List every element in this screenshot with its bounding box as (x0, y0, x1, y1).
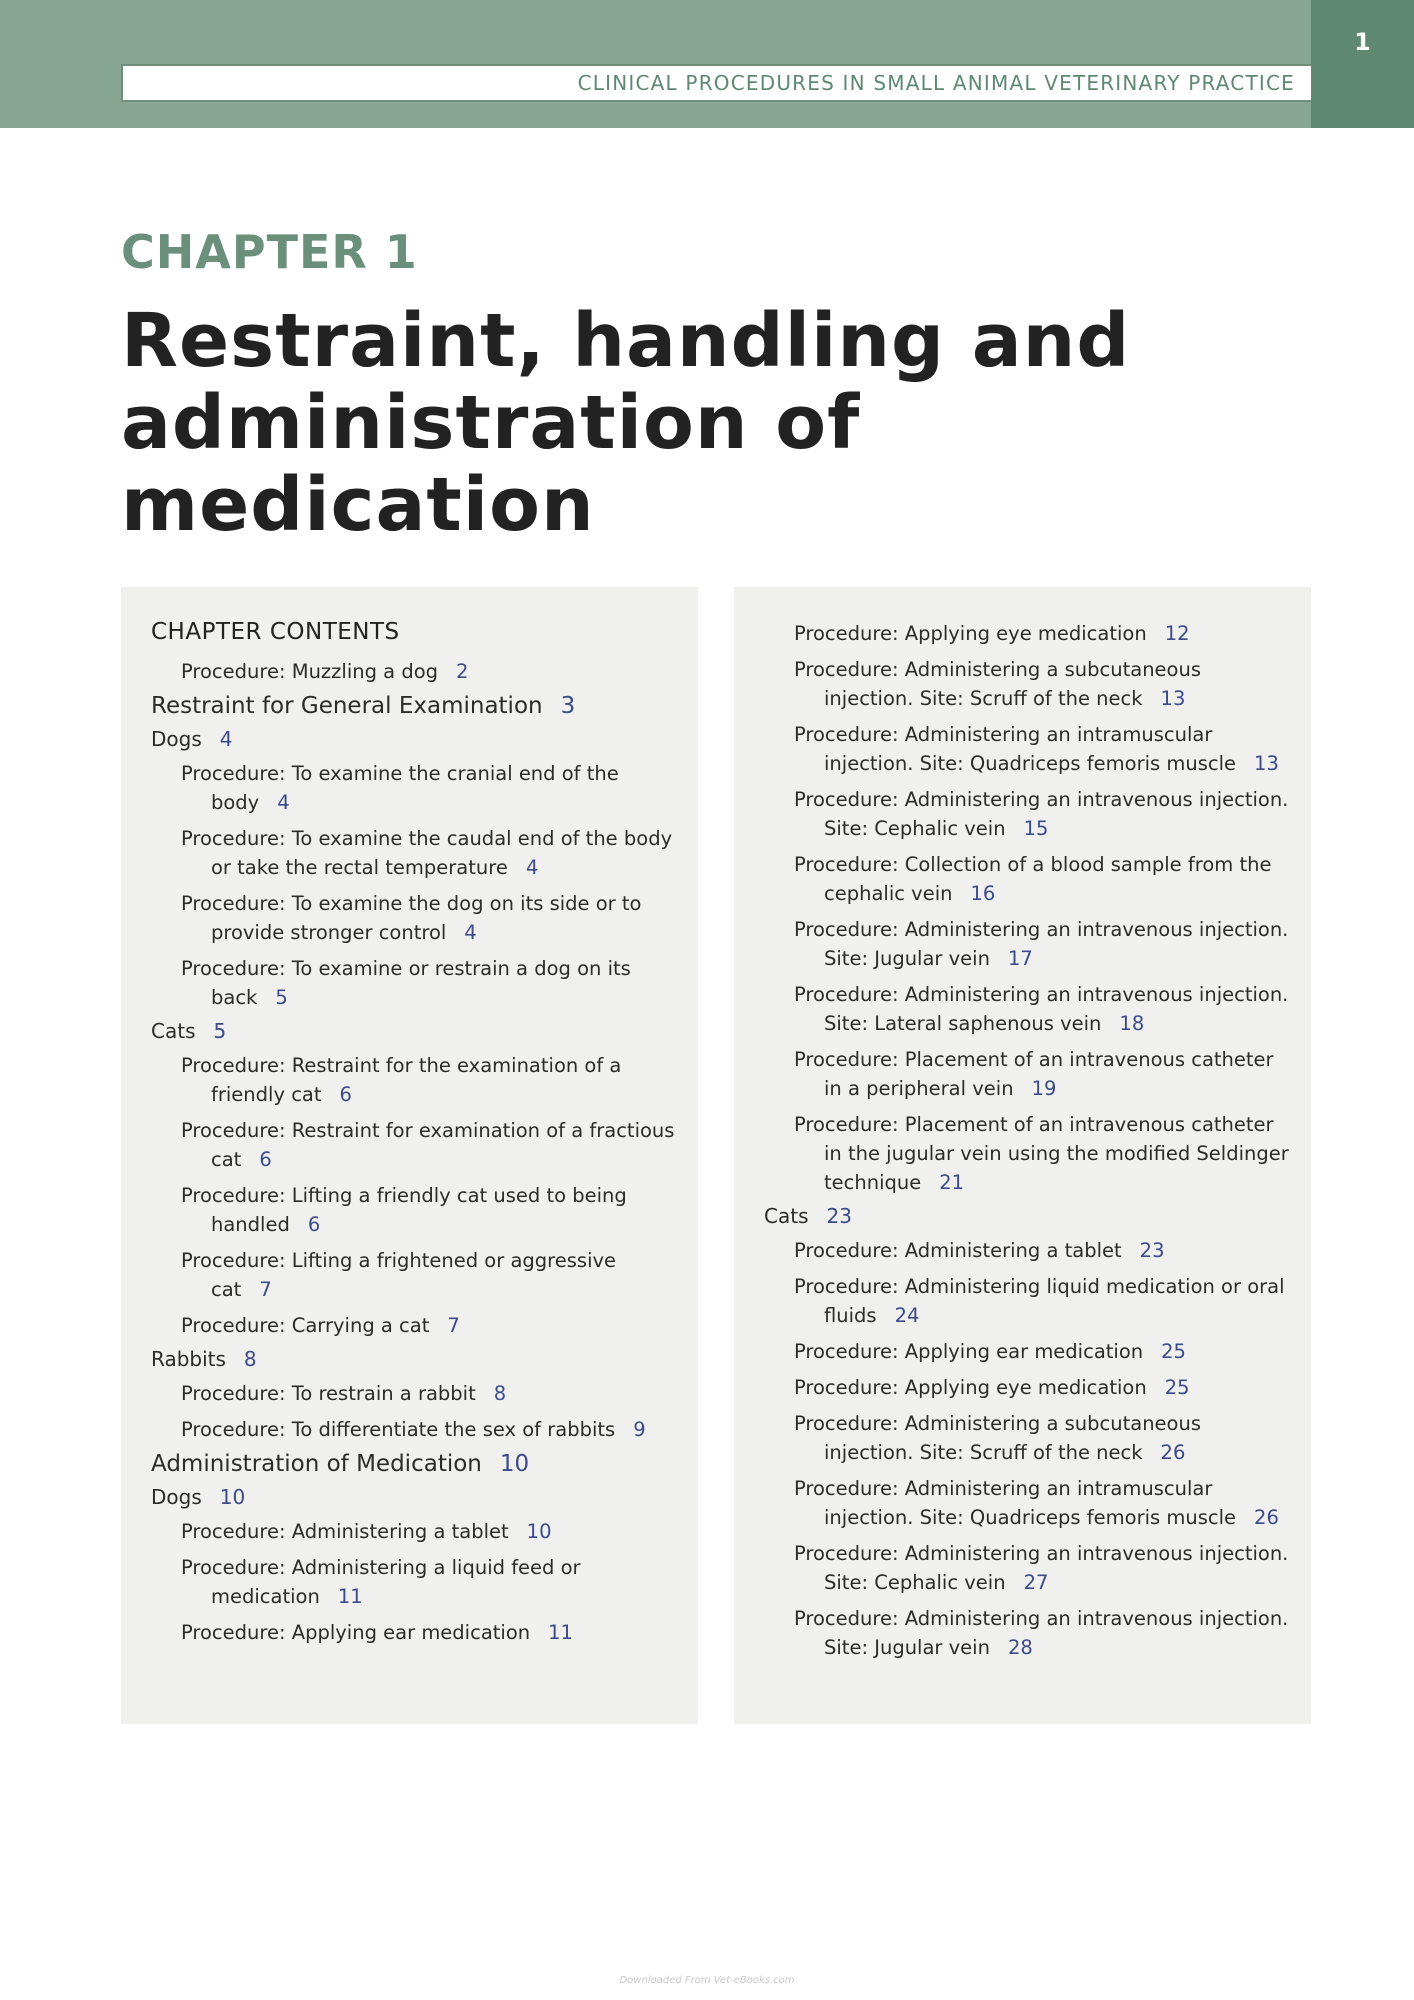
toc-entry (151, 1347, 676, 1371)
toc-entry-text: Restraint for General Examination (151, 693, 543, 719)
toc-page-number: 24 (894, 1304, 920, 1327)
toc-entry (151, 1415, 676, 1444)
toc-entry (151, 889, 676, 947)
toc-page-number: 5 (275, 986, 288, 1009)
footer-watermark: Downloaded From Vet-eBooks.com (619, 1975, 795, 1986)
toc-entry (151, 824, 676, 882)
toc-entry-text: Procedure: To examine the dog on its side or to provide stronger control (181, 892, 642, 944)
toc-page-number: 10 (499, 1451, 530, 1477)
toc-entry (151, 727, 676, 751)
toc-entry (151, 1485, 676, 1509)
toc-entry-text: Procedure: To examine the cranial end of the body (181, 762, 619, 814)
toc-entry-text: Procedure: Collection of a blood sample from the cephalic vein (794, 853, 1272, 905)
toc-page-number: 6 (259, 1148, 272, 1171)
toc-page-number: 23 (1139, 1239, 1165, 1262)
toc-entry-text: Procedure: Administering a subcutaneous injection. Site: Scruff of the neck (794, 658, 1202, 710)
toc-entry (151, 693, 676, 719)
toc-page-number: 13 (1160, 687, 1186, 710)
toc-page-number: 25 (1161, 1340, 1186, 1363)
toc-entry (151, 1311, 676, 1340)
toc-entry-text: Procedure: Placement of an intravenous catheter in the jugular vein using the modified Seldinger technique (794, 1113, 1289, 1194)
toc-entry (764, 1604, 1293, 1662)
toc-page-number: 18 (1119, 1012, 1145, 1035)
page-number: 1 (1311, 0, 1414, 128)
contents-heading: CHAPTER CONTENTS (151, 619, 400, 645)
toc-page-number: 13 (1254, 752, 1279, 775)
toc-page-number: 11 (337, 1585, 363, 1608)
toc-page-number: 11 (548, 1621, 573, 1644)
toc-entry-text: Procedure: Lifting a frightened or aggressive cat (181, 1249, 617, 1301)
toc-page-number: 4 (277, 791, 290, 814)
toc-entry (151, 1553, 676, 1611)
toc-entry-text: Procedure: Administering a liquid feed or medication (181, 1556, 581, 1608)
toc-page-number: 25 (1164, 1376, 1190, 1399)
toc-entry (151, 1618, 676, 1647)
toc-entry (764, 1045, 1293, 1103)
toc-page-number: 26 (1254, 1506, 1279, 1529)
toc-page-number: 7 (259, 1278, 272, 1301)
toc-entry (764, 619, 1293, 648)
toc-page-number: 4 (219, 727, 233, 751)
toc-entry-text: Procedure: Administering liquid medication or oral fluids (794, 1275, 1285, 1327)
chapter-number: CHAPTER 1 (121, 225, 418, 279)
toc-entry-text: Procedure: Administering an intravenous injection. Site: Lateral saphenous vein (794, 983, 1289, 1035)
toc-page-number: 28 (1007, 1636, 1033, 1659)
toc-page-number: 10 (526, 1520, 552, 1543)
toc-page-number: 9 (633, 1418, 646, 1441)
toc-page-number: 7 (447, 1314, 460, 1337)
toc-page-number: 5 (213, 1019, 227, 1043)
toc-entry (764, 655, 1293, 713)
toc-entry-text: Procedure: Applying ear medication (794, 1340, 1144, 1363)
toc-page-number: 6 (339, 1083, 352, 1106)
toc-entry-text: Dogs (151, 1485, 202, 1509)
toc-entry (151, 1181, 676, 1239)
toc-list-right (764, 619, 1293, 1662)
toc-entry-text: Procedure: Administering an intravenous injection. Site: Jugular vein (794, 1607, 1289, 1659)
toc-entry-text: Procedure: To restrain a rabbit (181, 1382, 476, 1405)
toc-page-number: 16 (970, 882, 996, 905)
toc-page-number: 4 (464, 921, 477, 944)
toc-page-number: 3 (560, 693, 576, 719)
toc-page-number: 23 (826, 1204, 852, 1228)
toc-entry (151, 1116, 676, 1174)
toc-entry-text: Procedure: Applying eye medication (794, 1376, 1147, 1399)
toc-entry (764, 1337, 1293, 1366)
toc-entry-text: Administration of Medication (151, 1451, 482, 1477)
contents-panel-left (121, 587, 698, 1724)
toc-entry-text: Procedure: Applying eye medication (794, 622, 1147, 645)
toc-entry-text: Procedure: Administering an intravenous injection. Site: Cephalic vein (794, 1542, 1289, 1594)
toc-page-number: 2 (456, 660, 469, 683)
toc-entry-text: Cats (764, 1204, 809, 1228)
toc-page-number: 15 (1023, 817, 1049, 840)
toc-entry (151, 1019, 676, 1043)
toc-entry-text: Procedure: Applying ear medication (181, 1621, 531, 1644)
toc-entry-text: Procedure: Administering an intramuscular injection. Site: Quadriceps femoris muscle (794, 1477, 1237, 1529)
toc-entry-text: Procedure: Placement of an intravenous catheter in a peripheral vein (794, 1048, 1274, 1100)
toc-page-number: 27 (1023, 1571, 1049, 1594)
toc-entry-text: Procedure: Carrying a cat (181, 1314, 430, 1337)
toc-page-number: 17 (1007, 947, 1033, 970)
toc-entry-text: Procedure: Muzzling a dog (181, 660, 439, 683)
toc-entry (151, 759, 676, 817)
toc-entry (764, 850, 1293, 908)
toc-entry-text: Procedure: Restraint for the examination of a friendly cat (181, 1054, 622, 1106)
contents-panel-right (734, 587, 1311, 1724)
toc-entry (764, 1204, 1293, 1228)
toc-list-left (151, 657, 676, 1647)
chapter-title: Restraint, handling and administration of medication (121, 298, 1131, 548)
toc-entry (764, 1409, 1293, 1467)
toc-entry-text: Dogs (151, 727, 202, 751)
toc-entry-text: Procedure: To differentiate the sex of rabbits (181, 1418, 616, 1441)
toc-entry (764, 1373, 1293, 1402)
toc-entry (764, 720, 1293, 778)
toc-entry-text: Procedure: Administering a tablet (181, 1520, 509, 1543)
toc-entry-text: Cats (151, 1019, 196, 1043)
toc-page-number: 4 (525, 856, 539, 879)
toc-entry (764, 785, 1293, 843)
toc-page-number: 21 (939, 1171, 965, 1194)
toc-entry (764, 1110, 1293, 1197)
toc-entry-text: Procedure: Administering a subcutaneous injection. Site: Scruff of the neck (794, 1412, 1202, 1464)
toc-entry (764, 1539, 1293, 1597)
toc-entry (764, 1474, 1293, 1532)
toc-entry-text: Rabbits (151, 1347, 226, 1371)
toc-entry-text: Procedure: To examine the caudal end of the body or take the rectal temperature (181, 827, 673, 879)
toc-entry (764, 1236, 1293, 1265)
toc-page-number: 6 (307, 1213, 321, 1236)
toc-entry (151, 1379, 676, 1408)
toc-page-number: 10 (219, 1485, 246, 1509)
toc-entry-text: Procedure: Lifting a friendly cat used to being handled (181, 1184, 627, 1236)
toc-entry (151, 657, 676, 686)
running-head: CLINICAL PROCEDURES IN SMALL ANIMAL VETERINARY PRACTICE (121, 64, 1311, 102)
toc-page-number: 26 (1160, 1441, 1186, 1464)
toc-entry-text: Procedure: Administering an intravenous injection. Site: Cephalic vein (794, 788, 1289, 840)
toc-entry (764, 980, 1293, 1038)
toc-entry (764, 1272, 1293, 1330)
toc-page-number: 19 (1031, 1077, 1057, 1100)
toc-entry-text: Procedure: Administering an intravenous injection. Site: Jugular vein (794, 918, 1289, 970)
toc-entry-text: Procedure: Administering an intramuscular injection. Site: Quadriceps femoris muscle (794, 723, 1237, 775)
toc-entry (151, 954, 676, 1012)
toc-entry-text: Procedure: To examine or restrain a dog on its back (181, 957, 631, 1009)
toc-entry (151, 1451, 676, 1477)
toc-entry (151, 1246, 676, 1304)
toc-page-number: 8 (243, 1347, 257, 1371)
toc-entry-text: Procedure: Restraint for examination of a fractious cat (181, 1119, 675, 1171)
toc-entry (764, 915, 1293, 973)
toc-page-number: 8 (493, 1382, 507, 1405)
toc-entry-text: Procedure: Administering a tablet (794, 1239, 1122, 1262)
toc-page-number: 12 (1164, 622, 1190, 645)
toc-entry (151, 1051, 676, 1109)
toc-entry (151, 1517, 676, 1546)
